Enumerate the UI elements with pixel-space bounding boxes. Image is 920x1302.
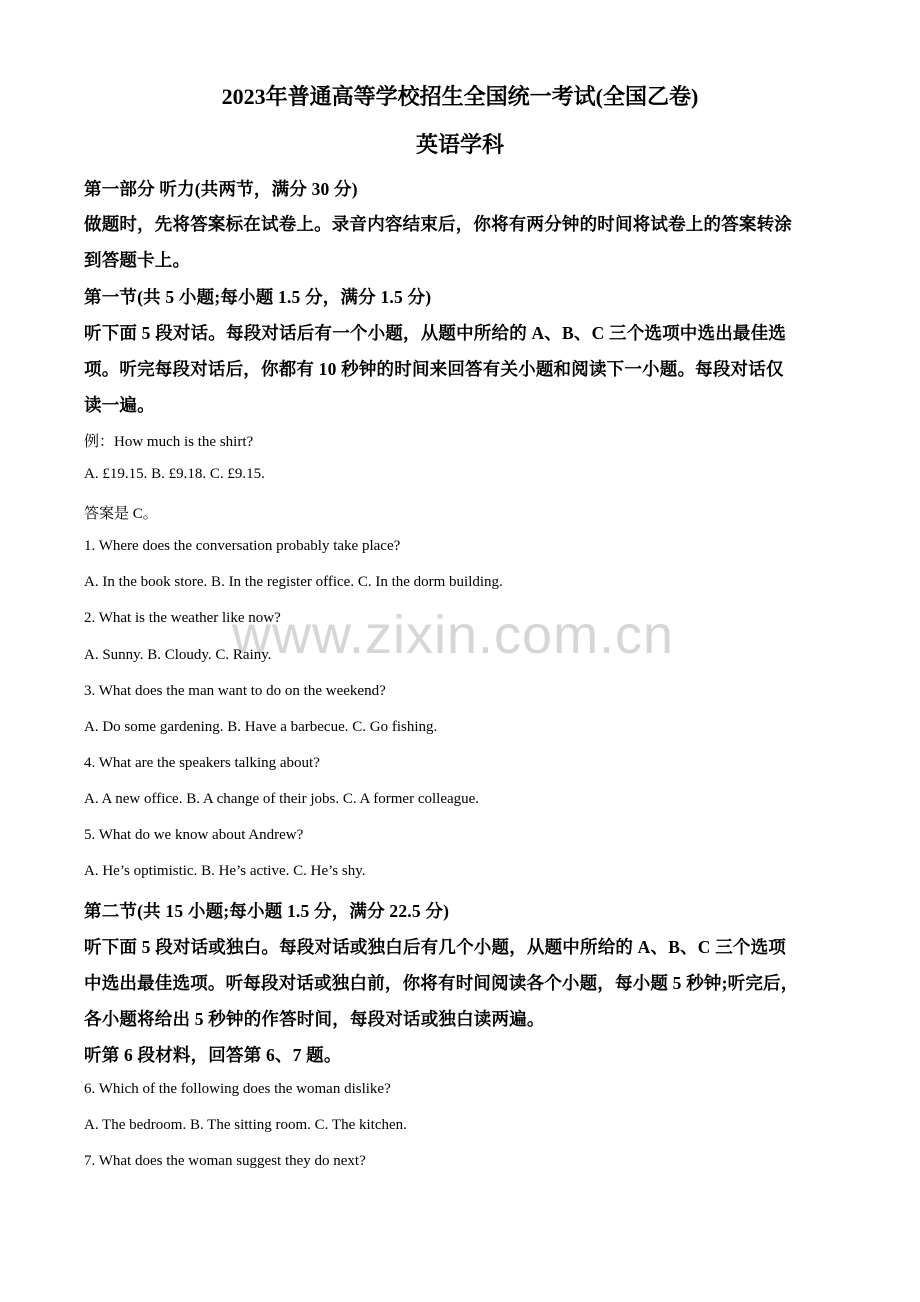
section1-instruction-2: 项。听完每段对话后，你都有 10 秒钟的时间来回答有关小题和阅读下一小题。每段对话仅 — [84, 359, 784, 379]
section1-instruction-1: 听下面 5 段对话。每段对话后有一个小题，从题中所给的 A、B、C 三个选项中选出最佳选 — [84, 323, 786, 343]
section2-instruction-3: 各小题将给出 5 秒钟的作答时间，每段对话或独白读两遍。 — [84, 1009, 545, 1029]
question-6: 6. Which of the following does the woman dislike? — [84, 1081, 391, 1097]
question-5-options: A. He’s optimistic. B. He’s active. C. He’s shy. — [84, 863, 366, 879]
question-5: 5. What do we know about Andrew? — [84, 827, 304, 843]
question-2-options: A. Sunny. B. Cloudy. C. Rainy. — [84, 647, 272, 663]
question-1: 1. Where does the conversation probably take place? — [84, 538, 401, 554]
exam-subtitle: 英语学科 — [415, 132, 504, 157]
question-3-options: A. Do some gardening. B. Have a barbecue. C. Go fishing. — [84, 719, 438, 735]
question-1-options: A. In the book store. B. In the register office. C. In the dorm building. — [84, 574, 503, 590]
question-4-options: A. A new office. B. A change of their jobs. C. A former colleague. — [84, 791, 480, 807]
section2-instruction-1: 听下面 5 段对话或独白。每段对话或独白后有几个小题，从题中所给的 A、B、C 三个选项 — [84, 937, 786, 957]
instructions-line-1: 做题时，先将答案标在试卷上。录音内容结束后，你将有两分钟的时间将试卷上的答案转涂 — [84, 214, 792, 234]
instructions-line-2: 到答题卡上。 — [84, 250, 191, 270]
question-7: 7. What does the woman suggest they do next? — [84, 1153, 366, 1169]
watermark: www.zixin.com.cn — [232, 605, 675, 665]
exam-title: 2023年普通高等学校招生全国统一考试(全国乙卷) — [221, 84, 699, 109]
material-6-heading: 听第 6 段材料，回答第 6、7 题。 — [84, 1045, 342, 1065]
section2-heading: 第二节(共 15 小题;每小题 1.5 分，满分 22.5 分) — [84, 901, 450, 921]
question-2: 2. What is the weather like now? — [84, 610, 281, 626]
example-answer: 答案是 C。 — [84, 506, 158, 522]
section1-instruction-3: 读一遍。 — [84, 395, 155, 415]
question-6-options: A. The bedroom. B. The sitting room. C. The kitchen. — [84, 1117, 407, 1133]
section1-heading: 第一节(共 5 小题;每小题 1.5 分，满分 1.5 分) — [84, 287, 432, 307]
example-question: 例：How much is the shirt? — [84, 434, 254, 450]
example-options: A. £19.15. B. £9.18. C. £9.15. — [84, 466, 265, 482]
question-4: 4. What are the speakers talking about? — [84, 755, 320, 771]
question-3: 3. What does the man want to do on the weekend? — [84, 683, 386, 699]
section2-instruction-2: 中选出最佳选项。听每段对话或独白前，你将有时间阅读各个小题，每小题 5 秒钟;听完后， — [84, 973, 799, 993]
part1-heading: 第一部分 听力(共两节，满分 30 分) — [84, 179, 358, 199]
